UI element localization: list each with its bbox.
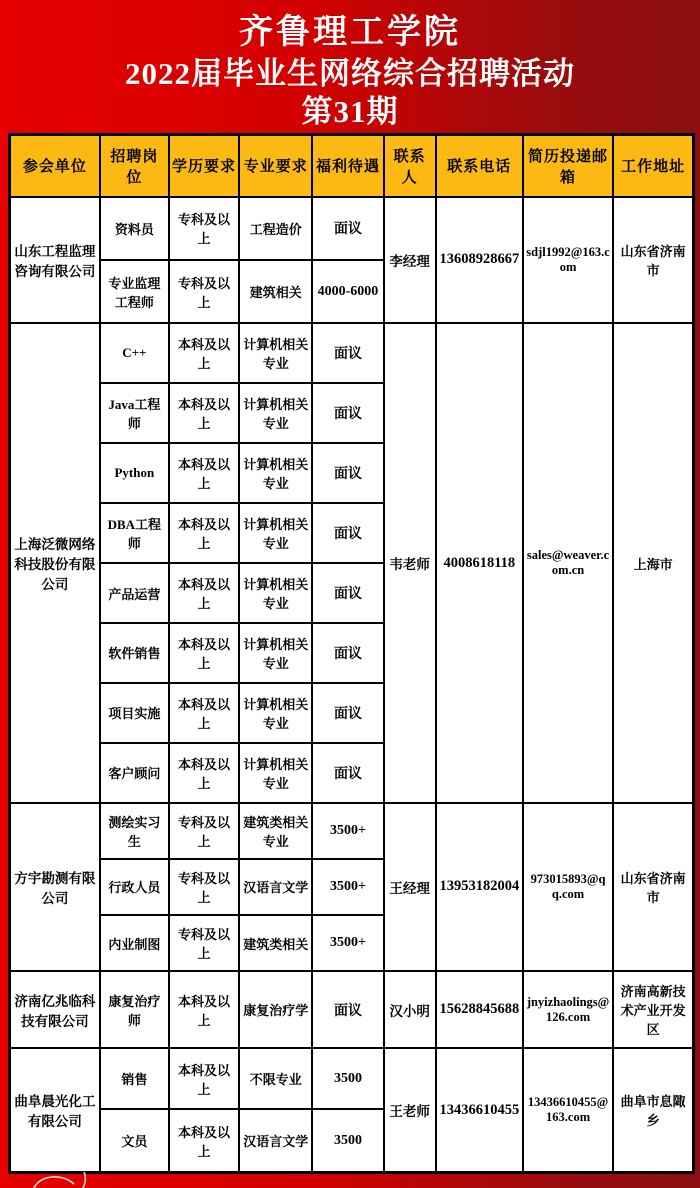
header-cell: 福利待遇 — [312, 135, 383, 197]
address-cell: 山东省济南市 — [613, 803, 693, 972]
major-cell: 计算机相关专业 — [239, 563, 312, 623]
position-cell: 专业监理工程师 — [100, 260, 169, 323]
contact-cell: 韦老师 — [384, 323, 436, 802]
address-cell: 济南高新技术产业开发区 — [613, 971, 693, 1048]
education-cell: 本科及以上 — [169, 443, 239, 503]
education-cell: 专科及以上 — [169, 260, 239, 323]
event-title: 齐鲁理工学院 — [239, 14, 461, 51]
event-subtitle: 2022届毕业生网络综合招聘活动 — [125, 55, 575, 91]
position-cell: 产品运营 — [100, 563, 169, 623]
email-cell: jnyizhaolings@126.com — [523, 971, 613, 1048]
education-cell: 专科及以上 — [169, 197, 239, 261]
education-cell: 本科及以上 — [169, 503, 239, 563]
phone-cell: 13953182004 — [436, 803, 523, 972]
major-cell: 汉语言文学 — [239, 1109, 312, 1172]
phone-cell: 15628845688 — [436, 971, 523, 1048]
company-cell: 山东工程监理咨询有限公司 — [10, 197, 100, 324]
address-cell: 山东省济南市 — [613, 197, 693, 324]
salary-cell: 面议 — [312, 383, 383, 443]
position-cell: 项目实施 — [100, 683, 169, 743]
salary-cell: 3500+ — [312, 915, 383, 971]
salary-cell: 面议 — [312, 971, 383, 1048]
major-cell: 建筑类相关 — [239, 915, 312, 971]
table-body — [10, 197, 694, 1173]
major-cell: 计算机相关专业 — [239, 503, 312, 563]
recruitment-table — [8, 133, 695, 1174]
event-issue: 第31期 — [301, 94, 399, 130]
major-cell: 计算机相关专业 — [239, 383, 312, 443]
major-cell: 建筑类相关专业 — [239, 803, 312, 859]
salary-cell: 面议 — [312, 503, 383, 563]
contact-cell: 李经理 — [384, 197, 436, 324]
major-cell: 建筑相关 — [239, 260, 312, 323]
phone-cell: 13608928667 — [436, 197, 523, 324]
major-cell: 工程造价 — [239, 197, 312, 261]
company-cell: 济南亿兆临科技有限公司 — [10, 971, 100, 1048]
education-cell: 专科及以上 — [169, 915, 239, 971]
education-cell: 本科及以上 — [169, 1109, 239, 1172]
header-cell: 联系电话 — [436, 135, 523, 197]
decorative-swoosh-icon — [20, 1172, 110, 1188]
position-cell: 行政人员 — [100, 859, 169, 916]
major-cell: 计算机相关专业 — [239, 743, 312, 803]
position-cell: 资料员 — [100, 197, 169, 261]
email-cell: sdjl1992@163.com — [523, 197, 613, 324]
position-cell: 软件销售 — [100, 623, 169, 683]
header-cell: 简历投递邮箱 — [523, 135, 613, 197]
job-row — [10, 803, 694, 859]
salary-cell: 3500 — [312, 1048, 383, 1109]
email-cell: sales@weaver.com.cn — [523, 323, 613, 802]
email-cell: 13436610455@163.com — [523, 1048, 613, 1172]
job-row — [10, 323, 694, 383]
position-cell: 客户顾问 — [100, 743, 169, 803]
position-cell: DBA工程师 — [100, 503, 169, 563]
position-cell: 测绘实习生 — [100, 803, 169, 859]
salary-cell: 3500 — [312, 1109, 383, 1172]
header-cell: 工作地址 — [613, 135, 693, 197]
job-row — [10, 197, 694, 261]
education-cell: 本科及以上 — [169, 683, 239, 743]
phone-cell: 13436610455 — [436, 1048, 523, 1172]
major-cell: 计算机相关专业 — [239, 443, 312, 503]
salary-cell: 面议 — [312, 743, 383, 803]
position-cell: Java工程师 — [100, 383, 169, 443]
salary-cell: 4000-6000 — [312, 260, 383, 323]
position-cell: 康复治疗师 — [100, 971, 169, 1048]
address-cell: 曲阜市息陬乡 — [613, 1048, 693, 1172]
salary-cell: 面议 — [312, 197, 383, 261]
phone-cell: 4008618118 — [436, 323, 523, 802]
job-row — [10, 971, 694, 1048]
education-cell: 本科及以上 — [169, 623, 239, 683]
email-cell: 973015893@qq.com — [523, 803, 613, 972]
table-wrap — [0, 133, 700, 1174]
education-cell: 本科及以上 — [169, 383, 239, 443]
salary-cell: 3500+ — [312, 803, 383, 859]
address-cell: 上海市 — [613, 323, 693, 802]
header-cell: 招聘岗位 — [100, 135, 169, 197]
major-cell: 计算机相关专业 — [239, 683, 312, 743]
company-cell: 方宇勘测有限公司 — [10, 803, 100, 972]
job-row — [10, 1048, 694, 1109]
salary-cell: 面议 — [312, 683, 383, 743]
title-block — [0, 0, 700, 133]
position-cell: 文员 — [100, 1109, 169, 1172]
company-cell: 上海泛微网络科技股份有限公司 — [10, 323, 100, 802]
education-cell: 本科及以上 — [169, 743, 239, 803]
company-cell: 曲阜晨光化工有限公司 — [10, 1048, 100, 1172]
education-cell: 本科及以上 — [169, 323, 239, 383]
education-cell: 本科及以上 — [169, 563, 239, 623]
header-cell: 专业要求 — [239, 135, 312, 197]
position-cell: 内业制图 — [100, 915, 169, 971]
education-cell: 专科及以上 — [169, 803, 239, 859]
education-cell: 本科及以上 — [169, 1048, 239, 1109]
salary-cell: 面议 — [312, 623, 383, 683]
major-cell: 不限专业 — [239, 1048, 312, 1109]
bottom-band — [0, 1174, 700, 1188]
table-header — [10, 135, 694, 197]
salary-cell: 面议 — [312, 323, 383, 383]
education-cell: 本科及以上 — [169, 971, 239, 1048]
major-cell: 汉语言文学 — [239, 859, 312, 916]
header-row — [10, 135, 694, 197]
major-cell: 康复治疗学 — [239, 971, 312, 1048]
position-cell: 销售 — [100, 1048, 169, 1109]
header-cell: 参会单位 — [10, 135, 100, 197]
salary-cell: 3500+ — [312, 859, 383, 916]
position-cell: Python — [100, 443, 169, 503]
education-cell: 专科及以上 — [169, 859, 239, 916]
major-cell: 计算机相关专业 — [239, 623, 312, 683]
header-cell: 联系人 — [384, 135, 436, 197]
header-cell: 学历要求 — [169, 135, 239, 197]
contact-cell: 汉小明 — [384, 971, 436, 1048]
contact-cell: 王经理 — [384, 803, 436, 972]
major-cell: 计算机相关专业 — [239, 323, 312, 383]
position-cell: C++ — [100, 323, 169, 383]
salary-cell: 面议 — [312, 563, 383, 623]
salary-cell: 面议 — [312, 443, 383, 503]
contact-cell: 王老师 — [384, 1048, 436, 1172]
